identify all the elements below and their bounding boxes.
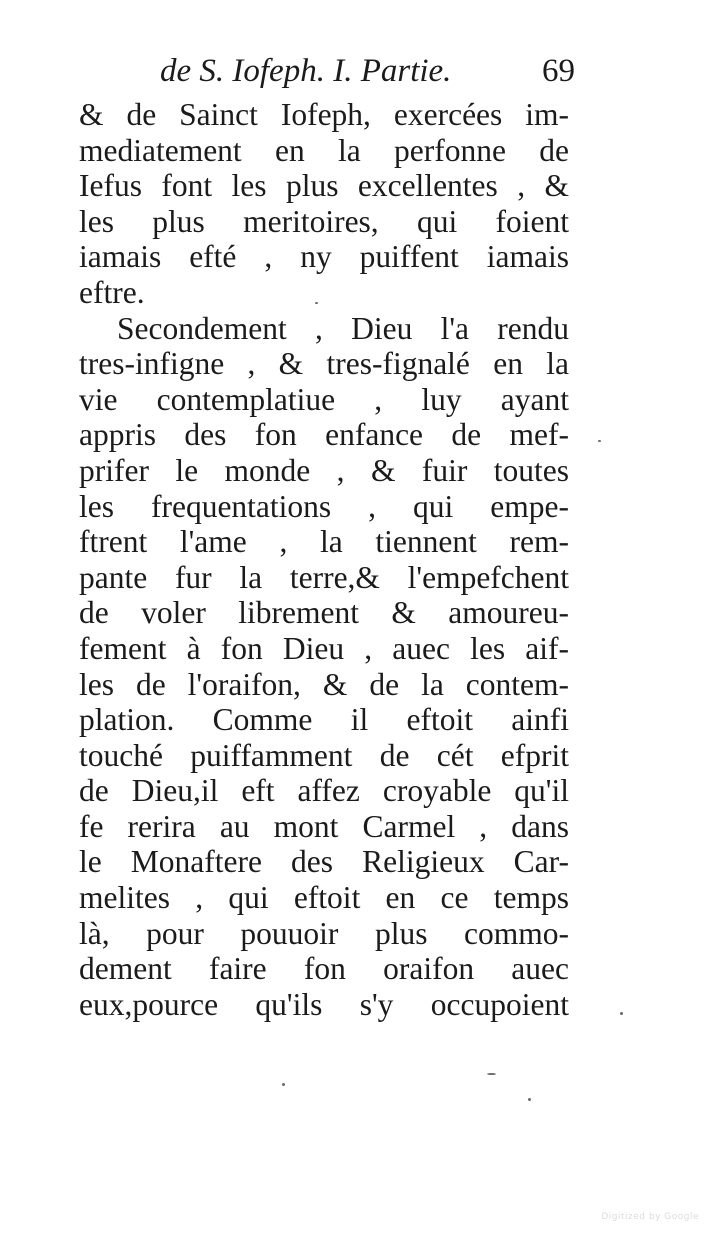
- text-line: les plus meritoires, qui foient: [79, 203, 569, 239]
- text-line: les frequentations , qui empe-: [79, 488, 569, 524]
- text-line: mediatement en la perfonne de: [79, 132, 569, 168]
- text-line: vie contemplatiue , luy ayant: [79, 381, 569, 417]
- print-speck: [487, 1073, 496, 1075]
- text-line: le Monaftere des Religieux Car-: [79, 844, 569, 880]
- running-head-title: de S. Iofeph. I. Partie.: [160, 53, 452, 89]
- text-line: de Dieu,il eft affez croyable qu'il: [79, 773, 569, 809]
- text-line: eux,pource qu'ils s'y occupoient: [79, 986, 569, 1022]
- text-line: touché puiffamment de cét efprit: [79, 737, 569, 773]
- page-number: 69: [542, 53, 575, 89]
- text-line: & de Sainct Iofeph, exercées im-: [79, 97, 569, 132]
- text-line: fe rerira au mont Carmel , dans: [79, 808, 569, 844]
- text-line: melites , qui eftoit en ce temps: [79, 880, 569, 916]
- text-line: plation. Comme il eftoit ainfi: [79, 702, 569, 738]
- text-line: Secondement , Dieu l'a rendu: [117, 310, 569, 346]
- text-line: dement faire fon oraifon auec: [79, 951, 569, 987]
- text-line: tres-infigne , & tres-fignalé en la: [79, 346, 569, 382]
- text-line: ftrent l'ame , la tiennent rem-: [79, 524, 569, 560]
- text-line: de voler librement & amoureu-: [79, 595, 569, 631]
- text-line: pante fur la terre,& l'empefchent: [79, 559, 569, 595]
- text-line: Iefus font les plus excellentes , &: [79, 168, 569, 204]
- body-text: [79, 97, 569, 1022]
- text-line: iamais efté , ny puiffent iamais: [79, 239, 569, 275]
- text-line: prifer le monde , & fuir toutes: [79, 452, 569, 488]
- running-head: [160, 46, 575, 96]
- print-speck: [620, 1012, 623, 1015]
- watermark: Digitized by Google: [601, 1212, 699, 1222]
- print-speck: [282, 1083, 285, 1086]
- text-line: là, pour pouuoir plus commo-: [79, 915, 569, 951]
- text-line: fement à fon Dieu , auec les aif-: [79, 630, 569, 666]
- text-line: eftre.: [79, 274, 145, 310]
- print-speck: [528, 1098, 531, 1101]
- text-line: appris des fon enfance de mef-: [79, 417, 569, 453]
- print-speck: [315, 302, 318, 304]
- text-line: les de l'oraifon, & de la contem-: [79, 666, 569, 702]
- print-speck: [598, 440, 601, 442]
